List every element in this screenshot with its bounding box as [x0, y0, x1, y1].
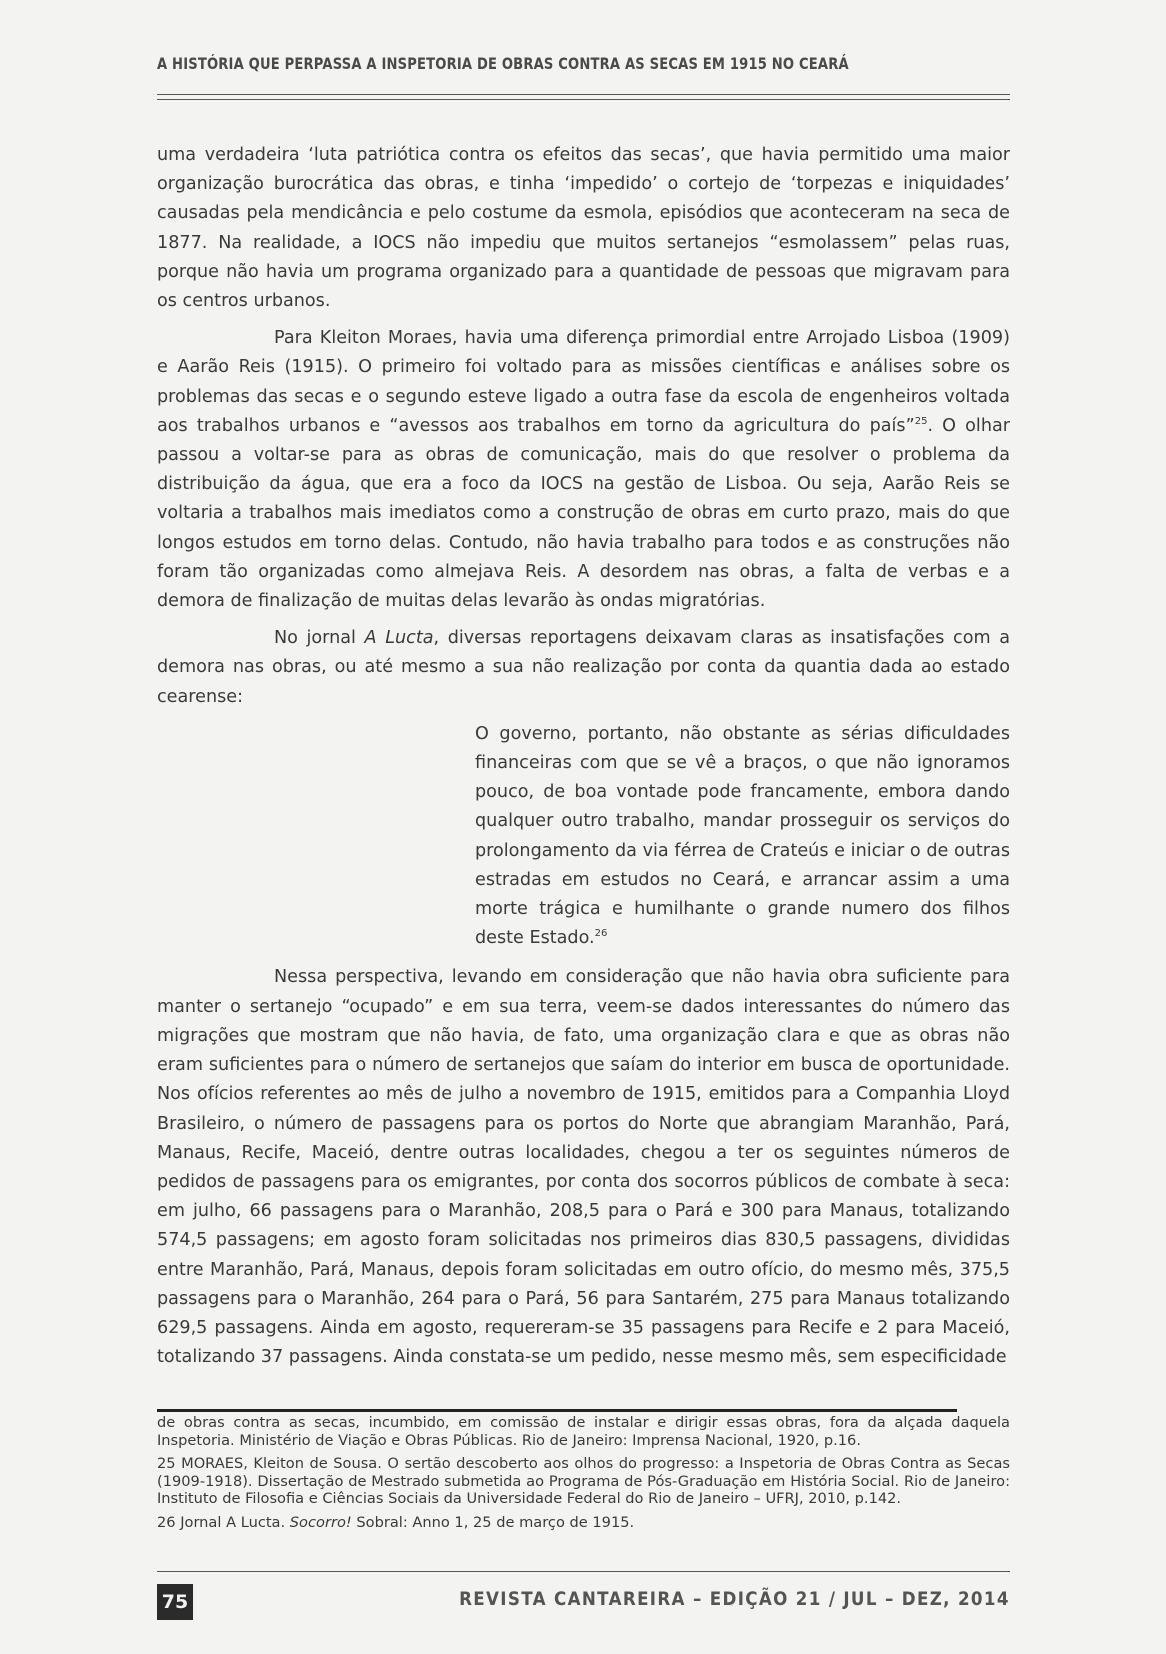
footnote-rule: [157, 1409, 957, 1412]
footnote-25: 25 MORAES, Kleiton de Sousa. O sertão descoberto aos olhos do progresso: a Inspetoria de Obras Contra as Secas (1909-1918). Dissertação de Mestrado submetida ao Programa de Pós-Graduação em História Social. Rio de Janeiro: Instituto de Filosofia e Ciências Sociais da Universidade Federal do Rio de Janeiro – UFRJ, 2010, p.142.: [157, 1455, 1010, 1508]
newspaper-title: A Lucta: [364, 628, 434, 649]
paragraph-2-text-b: . O olhar passou a voltar-se para as obras de comunicação, mais do que resolver o problema da distribuição da água, que era a foco da IOCS na gestão de Lisboa. Ou seja, Aarão Reis se voltaria a trabalhos mais imediatos como a construção de obras em curto prazo, mais do que longos estudos em torno delas. Contudo, não havia trabalho para todos e as construções não foram tão organizadas como almejava Reis. A desordem nas obras, a falta de verbas e a demora de finalização de muitas delas levarão às ondas migratórias.: [157, 415, 1010, 612]
footnote-26-text-b: Sobral: Anno 1, 25 de março de 1915.: [351, 1513, 635, 1531]
paragraph-2: [157, 324, 1010, 616]
footnotes: [157, 1414, 1010, 1538]
footnote-continued: de obras contra as secas, incumbido, em comissão de instalar e dirigir essas obras, fora da alçada daquela Inspetoria. Ministério de Viação e Obras Públicas. Rio de Janeiro: Imprensa Nacional, 1920, p.16.: [157, 1414, 1010, 1449]
paragraph-3: [157, 624, 1010, 712]
footer-rule: [157, 1571, 1010, 1572]
header-double-rule: [157, 94, 1010, 100]
block-quote: [475, 720, 1010, 954]
paragraph-3-text-a: No jornal: [274, 628, 365, 649]
footnote-26-title: Socorro!: [289, 1513, 352, 1531]
paragraph-4: Nessa perspectiva, levando em consideração que não havia obra suficiente para manter o sertanejo “ocupado” e em sua terra, veem-se dados interessantes do número das migrações que mostram que não havia, de fato, uma organização clara e que as obras não eram suficientes para o número de sertanejos que saíam do interior em busca de oportunidade. Nos ofícios referentes ao mês de julho a novembro de 1915, emitidos para a Companhia Lloyd Brasileiro, o número de passagens para os portos do Norte que abrangiam Maranhão, Pará, Manaus, Recife, Maceió, dentre outras localidades, chegou a ter os seguintes números de pedidos de passagens para os emigrantes, por conta dos socorros públicos de combate à seca: em julho, 66 passagens para o Maranhão, 208,5 para o Pará e 300 para Manaus, totalizando 574,5 passagens; em agosto foram solicitadas nos primeiros dias 830,5 passagens, divididas entre Maranhão, Pará, Manaus, depois foram solicitadas em outro ofício, do mesmo mês, 375,5 passagens para o Maranhão, 264 para o Pará, 56 para Santarém, 275 para Manaus totalizando 629,5 passagens. Ainda em agosto, requereram-se 35 passagens para Recife e 2 para Maceió, totalizando 37 passagens. Ainda constata-se um pedido, nesse mesmo mês, sem especificidade: [157, 967, 1010, 1368]
quote-text: O governo, portanto, não obstante as sérias dificuldades financeiras com que se vê a braços, o que não ignoramos pouco, de boa vontade pode francamente, embora dando qualquer outro trabalho, mandar prosseguir os serviços do prolongamento da via férrea de Crateús e iniciar o de outras estradas em estudos no Ceará, e arrancar assim a uma morte trágica e humilhante o grande numero dos filhos deste Estado.: [475, 723, 1010, 949]
paragraph-1: uma verdadeira ‘luta patriótica contra os efeitos das secas’, que havia permitido uma maior organização burocrática das obras, e tinha ‘impedido’ o cortejo de ‘torpezas e iniquidades’ causadas pela mendicância e pelo costume da esmola, episódios que aconteceram na seca de 1877. Na realidade, a IOCS não impediu que muitos sertanejos “esmolassem” pelas ruas, porque não havia um programa organizado para a quantidade de pessoas que migravam para os centros urbanos.: [157, 145, 1010, 312]
journal-title: REVISTA CANTAREIRA – EDIÇÃO 21 / JUL – DEZ, 2014: [459, 1588, 1010, 1610]
article-body: [157, 141, 1010, 1380]
footnote-ref-25[interactable]: 25: [914, 415, 928, 427]
paragraph-2-text-a: Para Kleiton Moraes, havia uma diferença primordial entre Arrojado Lisboa (1909) e Aarão Reis (1915). O primeiro foi voltado para as missões científicas e análises sobre os problemas das secas e o segundo esteve ligado a outra fase da escola de engenheiros voltada aos trabalhos urbanos e “avessos aos trabalhos em torno da agricultura do país”: [157, 328, 1010, 436]
running-title: A HISTÓRIA QUE PERPASSA A INSPETORIA DE OBRAS CONTRA AS SECAS EM 1915 NO CEARÁ: [157, 54, 849, 73]
footnote-26-text-a: 26 Jornal A Lucta.: [157, 1513, 290, 1531]
footnote-26: [157, 1514, 1010, 1532]
footnote-ref-26[interactable]: 26: [594, 928, 608, 940]
paragraph-3-text-b: , diversas reportagens deixavam claras as insatisfações com a demora nas obras, ou até mesmo a sua não realização por conta da quantia dada ao estado cearense:: [157, 628, 1010, 707]
page-number: 75: [157, 1584, 193, 1620]
